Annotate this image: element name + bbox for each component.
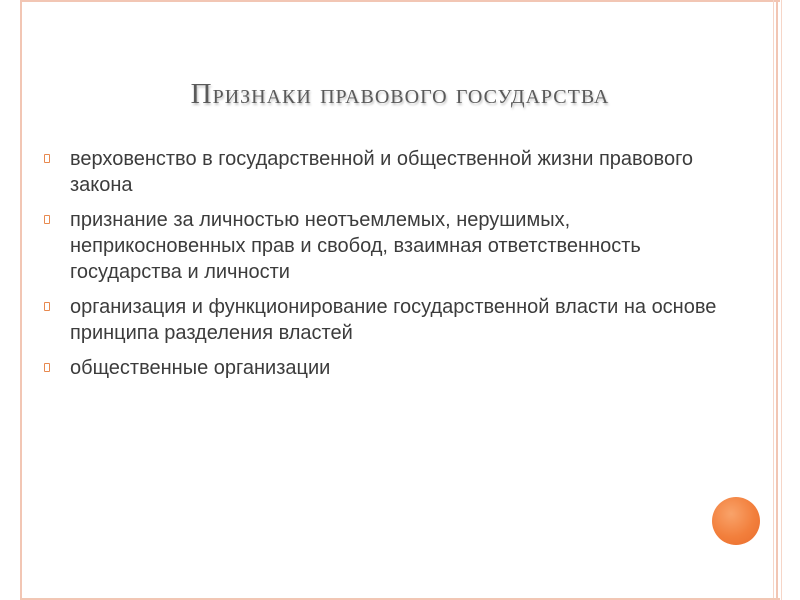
frame-left-line	[20, 0, 22, 600]
frame-right-line-inner	[773, 0, 774, 600]
decorative-circle-icon	[712, 497, 760, 545]
bullet-icon	[44, 154, 50, 163]
bullet-icon	[44, 363, 50, 372]
bullet-text: признание за личностью неотъемлемых, нерушимых, неприкосновенных прав и свобод, взаимная ответственность государства и личности	[70, 209, 641, 283]
bullet-item	[44, 294, 724, 346]
bullet-item	[44, 207, 724, 285]
bullet-icon	[44, 302, 50, 311]
bullet-text: организация и функционирование государственной власти на основе принципа разделения властей	[70, 296, 717, 344]
bullet-text: верховенство в государственной и общественной жизни правового закона	[70, 148, 694, 196]
bullet-list	[44, 146, 724, 390]
bullet-icon	[44, 215, 50, 224]
frame-right-line	[776, 0, 778, 600]
frame-right-line-outer	[781, 0, 782, 600]
frame-top-line	[20, 0, 780, 2]
slide-title: Признаки правового государства	[190, 78, 610, 110]
bullet-item	[44, 355, 724, 381]
bullet-text: общественные организации	[70, 357, 331, 379]
bullet-item	[44, 146, 724, 198]
